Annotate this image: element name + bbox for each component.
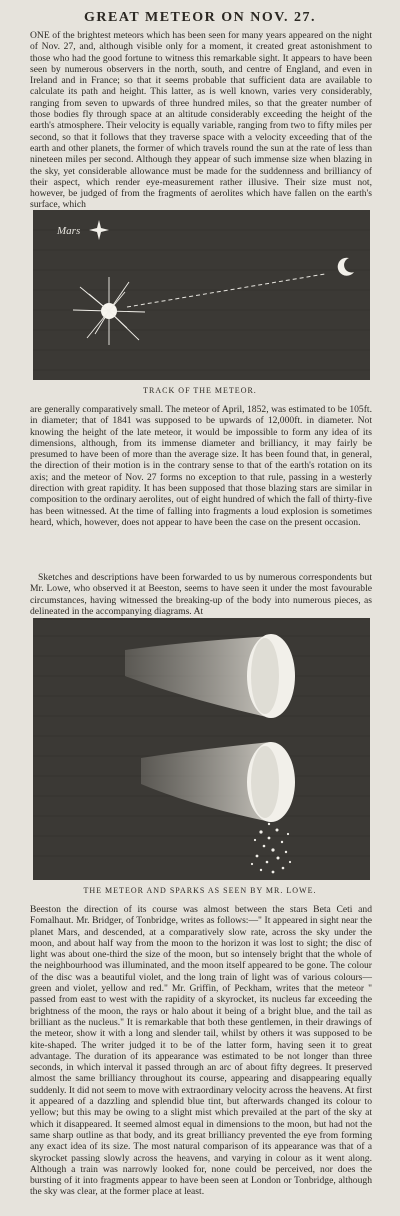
- paragraph-text: Beeston the direction of its course was almost between the stars Beta Ceti and Fomalhaut. Mr. Bridger, of Tonbridge, writes as follows:—" It appeared in sight near the planet Mars, and descended, at a comparatively slow rate, across the sky under the moon, and about half way from the moon to the horizon it was lost to sight; the disc of light was about one-third the size of the moon, but so intensely bright that the whole of the neighbourhood was illuminated, and the moon itself appeared to be gone. The colour of the disc was a beautiful violet, and the long train of light was of various colours—green and violet, yellow and red." Mr. Griffin, of Peckham, writes that the meteor " passed from east to west with the rapidity of a skyrocket, its nucleus far exceeding the brightness of the moon, the rays or halo about it being of a bright blue, and the tail as brilliant as the nucleus." It is remarkable that both these gentlemen, in their drawings of the meteor, show it with a long and slender tail, whilst by others it was supposed to be kite-shaped. The writer judged it to be of the latter form, having seen it to great advantage. The duration of its appearance was estimated to be not longer than three seconds, in which interval it passed through an arc of about fifty degrees. It preserved almost the same brilliancy throughout its course, appearing and disappearing equally suddenly. It did not seem to move with extraordinary velocity across the heavens. At first it appeared of a dazzling and splendid blue tint, but afterwards changed its colour to yellow; but this may be owing to a slight mist which prevailed at the part of the sky at which it disappeared. It seemed almost equal in dimensions to the moon, but had not the same sharp outline as that body, and its great brilliancy prevented the eye from forming any exact idea of its size. The most natural comparison of its appearance was that of a skyrocket passing slowly across the heavens, and varying in colour as it went along. Although a train was narrowly looked for, none could be perceived, nor does the bursting of it into fragments appear to have been seen at London or Tonbridge, although the sky was clear, at the former place at least.: [30, 904, 373, 1198]
- article-paragraph-1: [30, 30, 372, 211]
- figure1-caption: TRACK OF THE METEOR.: [143, 386, 257, 395]
- figure-track-of-meteor: [33, 210, 370, 380]
- track-engraving: [33, 210, 370, 380]
- article-paragraph-2: [30, 404, 372, 574]
- sparks-engraving: [33, 618, 370, 880]
- figure2-caption: THE METEOR AND SPARKS AS SEEN BY MR. LOWE.: [83, 886, 317, 895]
- paragraph-text: Sketches and descriptions have been forwarded to us by numerous correspondents but Mr. Lowe, who observed it at Beeston, seems to have seen it under the most favourable circumstances, having witnessed the breaking-up of the body into numerous pieces, as delineated in the accompanying diagrams. At: [30, 572, 372, 617]
- article-title: GREAT METEOR ON NOV. 27.: [83, 10, 317, 25]
- paragraph-text: ONE of the brightest meteors which has been seen for many years appeared on the night of Nov. 27, and, although visible only for a moment, it created great astonishment to those who had the good fortune to witness this remarkable sight. It appears to have been seen by numerous observers in the north, south, and centre of England, and even in Ireland and in France; so that it seems probable that sufficient data are available to calculate its path and height. This latter, as is well known, varies very considerably, ranging from seven to upwards of three hundred miles, so that the greater number of those bodies fly through space at an altitude considerably exceeding the height of the earth's atmosphere. Their velocity is equally variable, ranging from two to fifty miles per second, so that it follows that they traverse space with a velocity exceeding that of the earth and other planets, the former of which travels round the sun at the rate of less than nineteen miles per second. Although they appear of such immense size when blazing in the sky, yet considerable allowance must be made for the suddenness and brilliancy of their aspect, which render eye-measurement rather illusive. Their size must not, however, be judged of from the fragments of aerolites which have fallen on the earth's surface, which: [30, 30, 372, 211]
- paragraph-text: are generally comparatively small. The meteor of April, 1852, was estimated to be 105ft. in diameter; that of 1841 was supposed to be upwards of 12,000ft. in diameter. Not knowing the height of the late meteor, it would be impossible to form any idea of its dimensions, although, from its immense diameter and brilliancy, it may fairly be presumed to have been of more than the average size. It has been found that, in general, the direction of their motion is in the contrary sense to that of the earth's rotation on its axis; and the meteor of Nov. 27 forms no exception to that rule, passing in a westerly direction with great rapidity. It has been supposed that those blazing stars are similar in composition to the ordinary aerolites, out of eight hundred of which the fall of thirty-five has been witnessed. At the time of falling into fragments a loud explosion is sometimes heard, which, however, does not appear to have been the case on the present occasion.: [30, 404, 372, 528]
- article-paragraph-3: [30, 572, 372, 617]
- figure-meteor-and-sparks: [33, 618, 370, 880]
- mars-label: Mars: [57, 225, 81, 237]
- article-paragraph-4: [30, 904, 372, 1208]
